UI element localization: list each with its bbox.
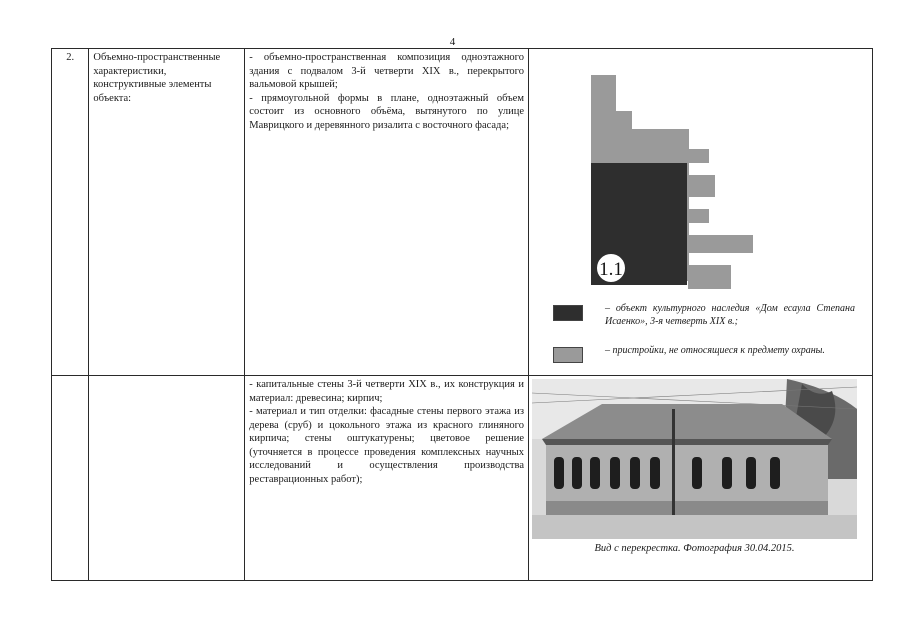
table-row bbox=[52, 376, 873, 581]
description-paragraph: - капитальные стены 3-й четверти XIX в., их конструкция и материал: древесина; кирпич; bbox=[249, 379, 524, 404]
page-number: 4 bbox=[449, 36, 456, 48]
row-description bbox=[245, 376, 529, 581]
heritage-object-table bbox=[51, 48, 873, 581]
photo-caption: Вид с перекрестка. Фотография 30.04.2015. bbox=[594, 543, 795, 554]
description-paragraph: - прямоугольной формы в плане, одноэтажный объем состоит из основного объёма, вытянутого по улице Маврицкого и деревянного ризалита с восточного фасада; bbox=[249, 92, 524, 131]
legend-swatch-dark bbox=[553, 305, 583, 321]
description-paragraph: - объемно-пространственная композиция одноэтажного здания с подвалом 3-й четверти XIX в., перекрытого вальмовой крышей; bbox=[249, 52, 524, 90]
legend-swatch-gray bbox=[553, 347, 583, 363]
plan-label: 1.1 bbox=[599, 259, 623, 280]
legend-text: – объект культурного наследия «Дом есаула Степана Исаенко», 3-я четверть XIX в.; bbox=[604, 303, 855, 327]
row-title-empty bbox=[89, 376, 245, 581]
building-photo bbox=[532, 379, 857, 539]
row-title: Объемно-пространственные характеристики, конструктивные элементы объекта: bbox=[89, 49, 245, 376]
row-number-empty bbox=[52, 376, 89, 581]
row-number: 2. bbox=[52, 49, 89, 376]
table-row bbox=[52, 49, 873, 376]
legend-text: – пристройки, не относящиеся к предмету охраны. bbox=[604, 345, 825, 356]
description-paragraph: - материал и тип отделки: фасадные стены первого этажа из дерева (сруб) и цокольного этажа из красного глиняного кирпича; стены оштукатурены; цветовое решение (уточняется в процессе проведения комплексных научных исследований и осуществления производства реставрационных работ); bbox=[249, 406, 524, 485]
row-description bbox=[245, 49, 529, 376]
building-plan-diagram bbox=[529, 49, 860, 299]
plan-cell bbox=[528, 49, 872, 376]
photo-cell bbox=[528, 376, 872, 581]
